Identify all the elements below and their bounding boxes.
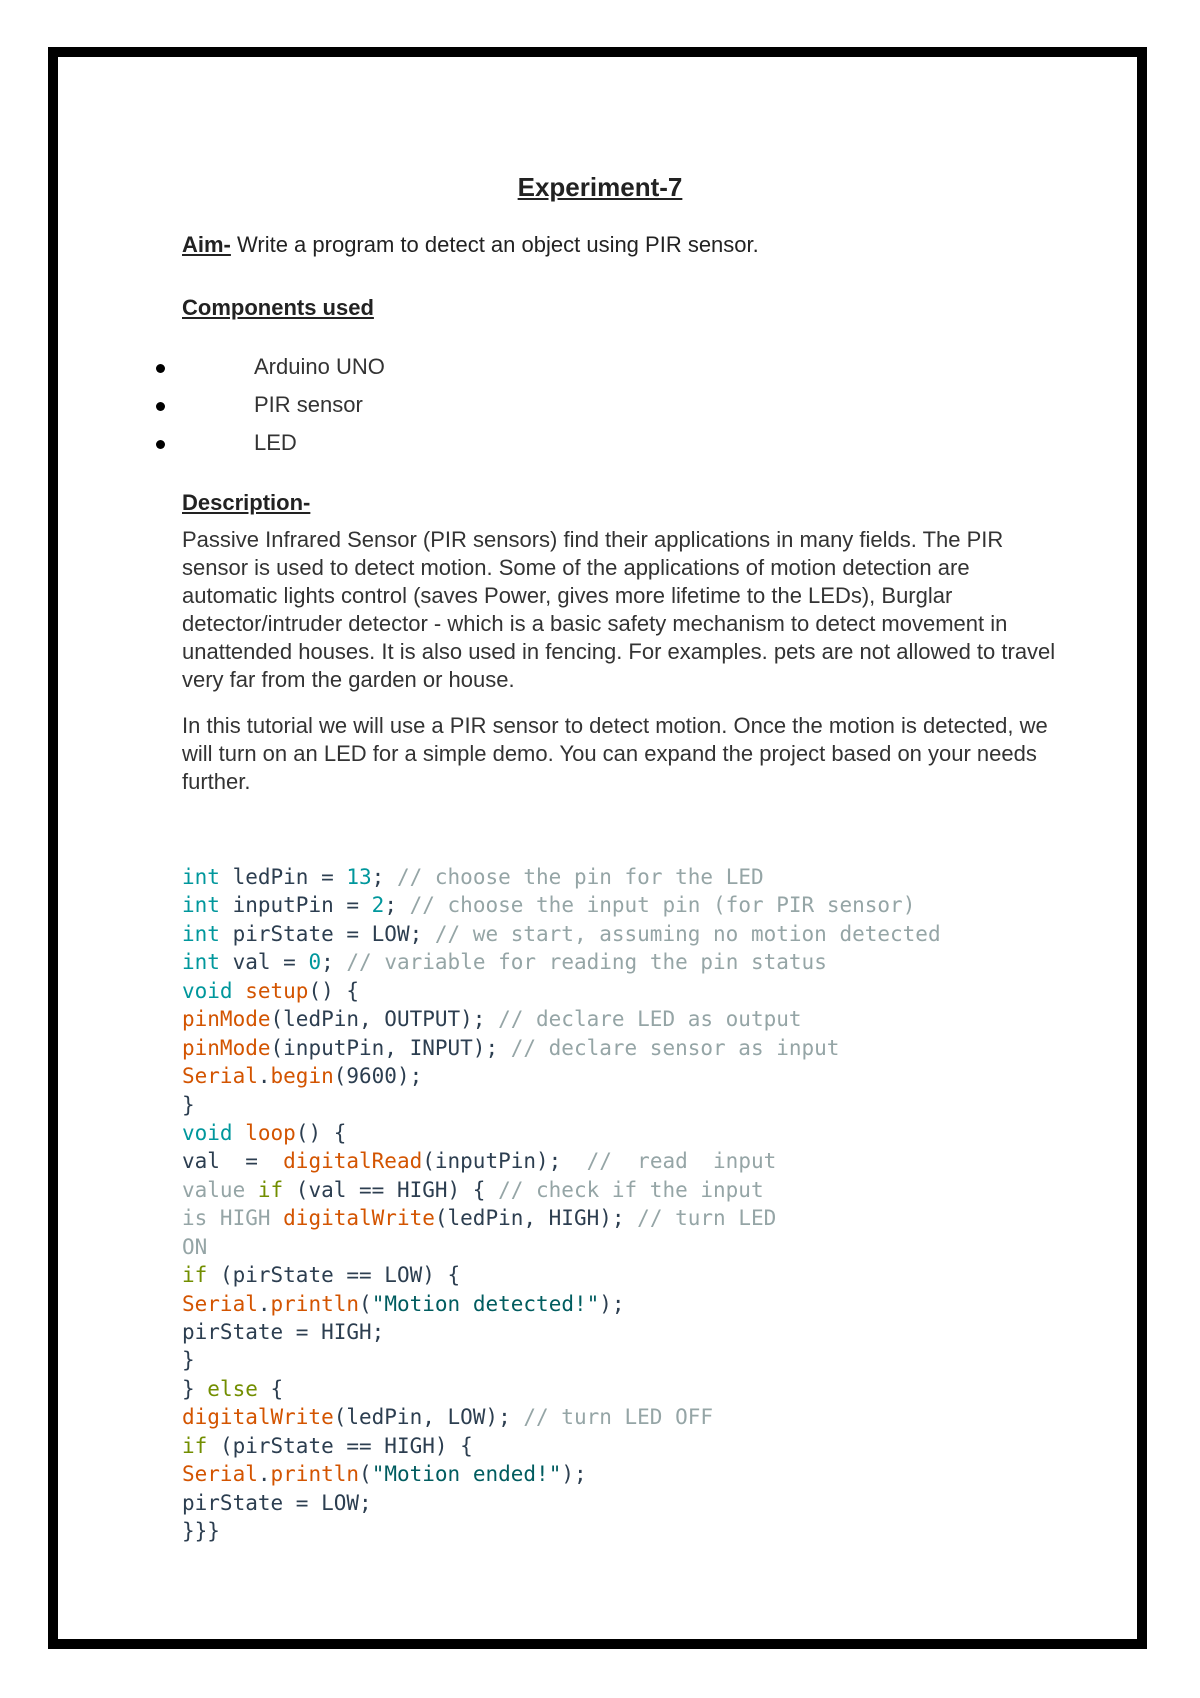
code-line [182,1290,941,1318]
code-token: (inputPin); [422,1149,587,1174]
code-line [182,1034,941,1062]
code-line [182,1375,941,1403]
code-token: ; [384,893,410,918]
code-line [182,1460,941,1488]
code-token: pirState = LOW; [219,921,435,946]
code-line [182,1062,941,1090]
code-token: // choose the input pin (for PIR sensor) [409,893,916,918]
code-line [182,1403,941,1431]
description-heading: Description- [182,490,311,515]
code-line [182,1517,941,1545]
code-line [182,1346,941,1374]
code-token: // choose the pin for the LED [396,865,764,889]
code-token: }}} [182,1519,220,1544]
code-line [182,1091,941,1119]
code-token: () { [295,1120,347,1145]
list-item [150,348,385,386]
code-line [182,863,941,891]
code-token: . [257,1291,271,1316]
code-token: println [270,1291,360,1316]
code-token: (ledPin, HIGH); [434,1206,638,1231]
code-token: ; [321,950,347,975]
code-token: (pirState == HIGH) { [207,1433,473,1458]
code-token: val = [219,950,309,975]
code-token: "Motion ended!" [371,1462,562,1487]
code-line [182,891,941,919]
description-paragraph: Passive Infrared Sensor (PIR sensors) find their applications in many fields. The PIR sensor is used to detect motion. Some of the applications of motion detection are automatic lights control (saves Power, gives more lifetime to the LEDs), Burglar detector/intruder detector - which is a basic safety mechanism to detect movement in unattended houses. It is also used in fencing. For examples. pets are not allowed to travel very far from the garden or house. [182,527,1056,692]
code-token: loop [245,1120,296,1145]
code-token: void [182,978,233,1003]
code-token [233,1121,246,1145]
code-token: // variable for reading the pin status [346,950,827,975]
code-token: is HIGH [182,1206,284,1231]
code-token: } [182,1348,195,1373]
code-token: ledPin = [219,865,347,889]
code-line [182,1005,941,1033]
code-token: "Motion detected!" [371,1291,600,1316]
code-token: val = [182,1149,284,1174]
code-token: . [257,1462,271,1487]
code-block [182,863,941,1546]
code-line [182,1176,941,1204]
code-token: Serial [182,1291,258,1316]
list-item [150,424,385,462]
code-token: 0 [308,950,322,975]
page-title: Experiment-7 [517,172,683,202]
code-line [182,1147,941,1175]
component-label: Arduino UNO [254,354,385,379]
code-token: pirState = LOW; [182,1490,372,1515]
code-token: ( [359,1291,372,1316]
code-token: // check if the input [498,1177,764,1202]
code-line [182,1119,941,1147]
list-item [150,386,385,424]
code-token: Serial [182,1064,258,1089]
code-token: setup [245,978,309,1003]
code-token: pinMode [182,1035,271,1060]
code-token: else [207,1376,258,1401]
code-token: () { [308,978,360,1003]
code-token: if [182,1433,208,1458]
bullet-icon [156,402,165,411]
aim-line [182,232,759,258]
code-token: inputPin = [219,893,372,918]
code-token: if [257,1177,284,1202]
code-token: pirState = HIGH; [182,1320,385,1344]
code-line [182,1432,941,1460]
code-token: (ledPin, OUTPUT); [270,1007,499,1032]
code-token: begin [270,1064,334,1089]
code-token: if [182,1263,208,1288]
code-token: int [182,893,220,918]
code-token: // read input [586,1149,777,1174]
code-token: void [182,1120,233,1145]
code-line [182,1261,941,1289]
code-token: digitalWrite [283,1206,435,1231]
code-token: digitalRead [283,1149,423,1174]
code-line [182,1489,941,1517]
component-label: LED [254,430,297,455]
code-token: (val == HIGH) { [283,1177,499,1202]
code-token: ; [371,865,397,889]
code-token: int [182,865,220,889]
code-token: value [182,1177,258,1202]
code-token [233,979,246,1003]
code-token: } [182,1092,195,1117]
code-token: ); [561,1462,587,1487]
code-token: ); [599,1291,625,1316]
bullet-icon [156,364,165,373]
code-token: println [270,1462,360,1487]
code-token: (pirState == LOW) { [207,1263,461,1288]
code-token: 2 [371,893,385,918]
code-token: } [182,1376,208,1401]
code-token: { [257,1376,284,1401]
bullet-icon [156,440,165,449]
code-token: // declare sensor as input [510,1035,840,1060]
code-line [182,920,941,948]
code-line [182,1318,941,1346]
code-token: // turn LED OFF [523,1405,714,1430]
code-line [182,948,941,976]
code-token: digitalWrite [182,1405,334,1430]
code-token: pinMode [182,1007,271,1032]
components-list [150,348,385,462]
code-token: . [257,1064,271,1089]
aim-label: Aim- [182,232,231,257]
code-token: ON [182,1234,208,1259]
code-token: (ledPin, LOW); [333,1405,524,1430]
code-token: (9600); [333,1064,423,1089]
code-token: ( [359,1462,372,1487]
code-token: (inputPin, INPUT); [270,1035,511,1060]
code-token: int [182,921,220,946]
code-line [182,977,941,1005]
code-token: // we start, assuming no motion detected [434,921,941,946]
code-token: int [182,950,220,975]
code-token: // turn LED [637,1206,777,1231]
components-heading: Components used [182,295,374,320]
code-token: Serial [182,1462,258,1487]
description-paragraph: In this tutorial we will use a PIR sensor to detect motion. Once the motion is detected, we will turn on an LED for a simple demo. You can expand the project based on your needs further. [182,713,1048,794]
code-line [182,1233,941,1261]
code-token: // declare LED as output [498,1007,802,1032]
aim-text: Write a program to detect an object using PIR sensor. [230,232,759,257]
code-token: 13 [346,865,372,889]
component-label: PIR sensor [254,392,363,417]
code-line [182,1204,941,1232]
